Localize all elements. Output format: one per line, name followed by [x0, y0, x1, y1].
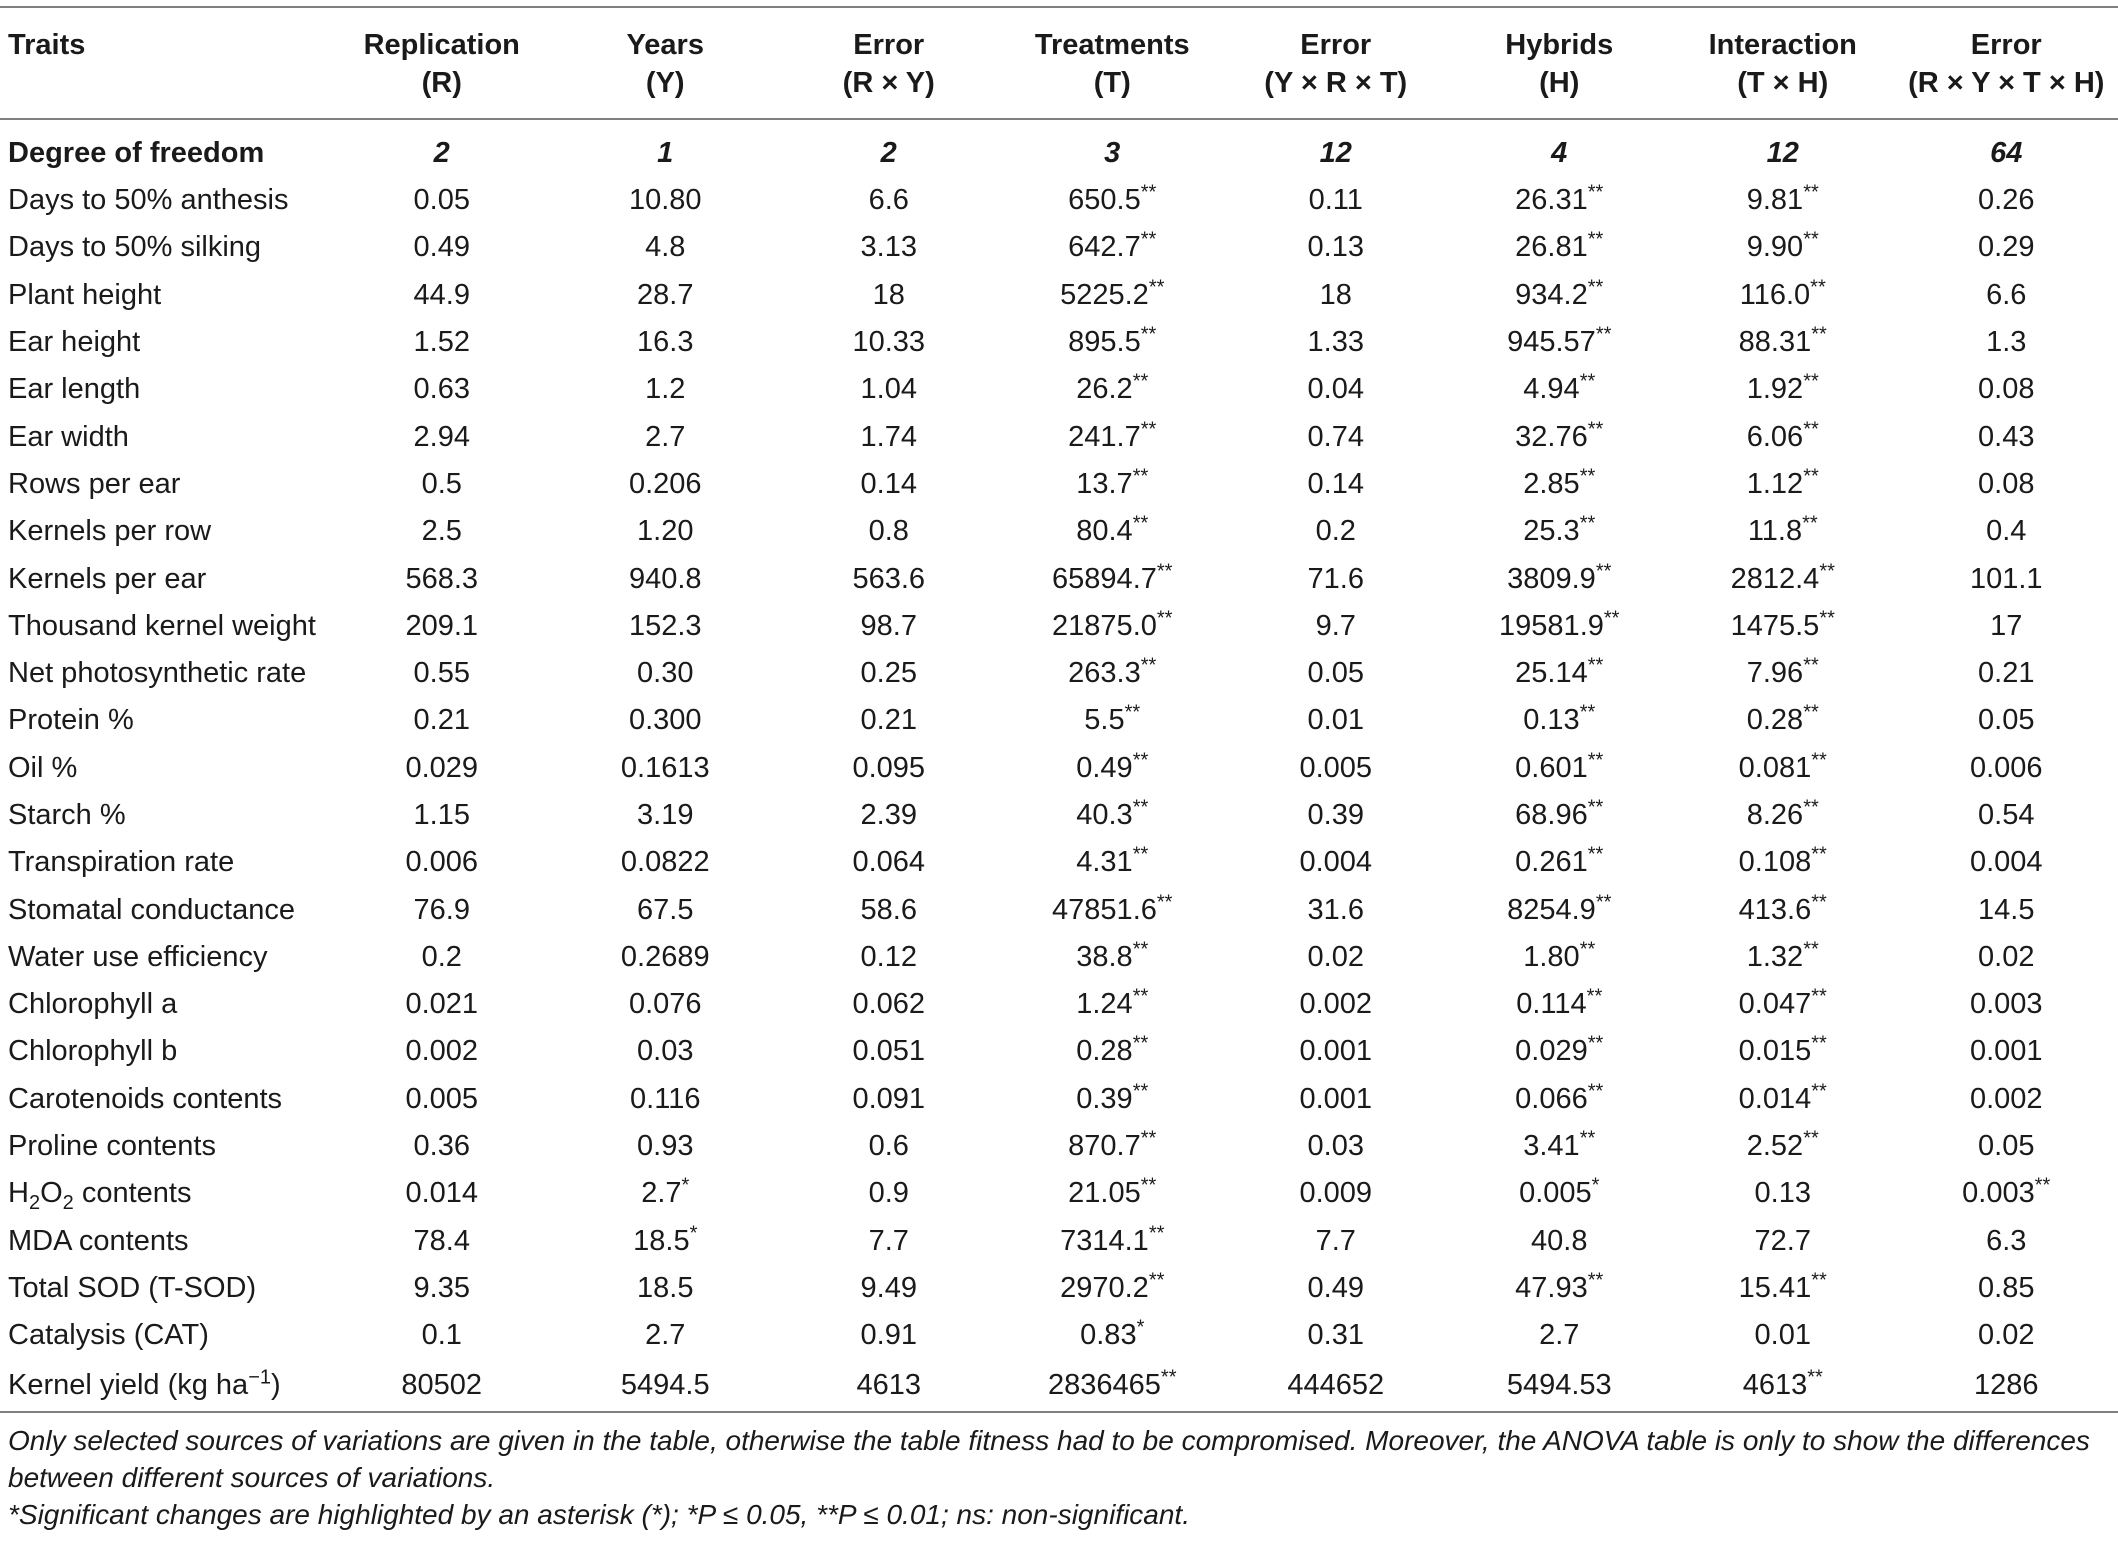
trait-name: Catalysis (CAT): [8, 1319, 209, 1352]
table-cell: 2.7: [645, 1319, 686, 1352]
table-cell: 0.04: [1307, 373, 1364, 406]
table-row: [0, 272, 2118, 319]
table-cell: 2.85**: [1523, 465, 1596, 500]
table-cell: 1.04: [860, 373, 917, 406]
table-cell: 0.83*: [1080, 1316, 1145, 1352]
table-cell: 9.49: [860, 1271, 917, 1304]
header-column: Error (Y × R × T): [1224, 7, 1448, 119]
table-cell: 1.74: [860, 420, 917, 453]
table-row: [0, 1170, 2118, 1217]
table-cell: 16.3: [637, 326, 694, 359]
table-cell: 0.26: [1978, 184, 2035, 217]
table-cell: 0.29: [1978, 231, 2035, 264]
table-cell: 101.1: [1969, 562, 2043, 595]
table-cell: 0.002: [1969, 1082, 2043, 1115]
dof-value: 3: [1104, 137, 1121, 169]
table-cell: 5225.2**: [1060, 276, 1165, 311]
table-cell: 0.13**: [1523, 701, 1596, 737]
table-cell: 40.8: [1531, 1224, 1588, 1257]
table-cell: 0.006: [405, 846, 479, 879]
table-row: [0, 319, 2118, 366]
table-cell: 1.3: [1986, 326, 2027, 359]
table-cell: 2.94: [413, 420, 470, 453]
table-cell: 940.8: [628, 562, 702, 595]
trait-name: Days to 50% silking: [8, 231, 262, 264]
table-cell: 0.051: [852, 1035, 926, 1068]
table-cell: 0.28**: [1076, 1032, 1149, 1068]
trait-name: Total SOD (T-SOD): [8, 1271, 257, 1304]
table-cell: 80.4**: [1076, 512, 1149, 548]
trait-name: Carotenoids contents: [8, 1082, 283, 1115]
trait-name: Chlorophyll b: [8, 1035, 178, 1068]
table-cell: 0.029**: [1515, 1032, 1604, 1068]
table-row: [0, 792, 2118, 839]
table-cell: 0.1613: [620, 751, 710, 784]
table-cell: 0.116: [630, 1082, 701, 1115]
table-row: [0, 745, 2118, 792]
table-cell: 1286: [1895, 1359, 2118, 1412]
table-cell: 209.1: [405, 609, 479, 642]
trait-name: Proline contents: [8, 1130, 216, 1163]
header-column: Years (Y): [554, 7, 778, 119]
table-cell: 0.108**: [1738, 843, 1827, 879]
trait-name: Oil %: [8, 751, 78, 784]
table-cell: 0.39: [1307, 799, 1364, 831]
table-cell: 15.41**: [1738, 1269, 1827, 1304]
trait-name: Kernel yield (kg $ha^{-1}$): [0, 1359, 330, 1412]
table-cell: 0.36: [413, 1130, 470, 1163]
table-cell: 0.11: [1308, 184, 1363, 217]
table-cell: 0.05: [1307, 657, 1364, 690]
header-row: [0, 7, 2118, 119]
table-cell: 0.43: [1978, 420, 2035, 453]
table-cell: 47851.6**: [1052, 890, 1173, 926]
dof-label: Degree of freedom: [8, 137, 265, 169]
table-cell: 1.92**: [1746, 370, 1819, 406]
header-column: Error (R × Y × T × H): [1895, 7, 2118, 119]
table-cell: 18.5: [637, 1271, 694, 1304]
table-body: [0, 119, 2118, 1412]
table-cell: 5.5**: [1084, 701, 1141, 737]
table-cell: 19581.9**: [1499, 607, 1620, 642]
table-cell: 568.3: [405, 562, 479, 595]
table-cell: 9.90**: [1746, 228, 1819, 264]
table-row: [0, 603, 2118, 650]
table-cell: 0.001: [1299, 1082, 1373, 1115]
table-cell: 14.5: [1978, 893, 2035, 926]
trait-name: Ear height: [8, 326, 141, 359]
trait-name: $H_2O_2$ contents: [8, 1177, 192, 1215]
table-cell: 25.14**: [1515, 654, 1604, 690]
table-cell: 18: [872, 278, 905, 311]
table-cell: 2.52**: [1746, 1127, 1819, 1163]
table-row: [0, 1218, 2118, 1265]
table-cell: 0.49: [1307, 1271, 1364, 1304]
table-cell: 870.7**: [1068, 1127, 1157, 1163]
table-cell: 25.3**: [1523, 512, 1596, 548]
table-cell: 0.014**: [1738, 1080, 1827, 1115]
table-cell: 9.7: [1315, 609, 1356, 642]
table-cell: 0.21: [1978, 657, 2035, 690]
table-cell: 72.7: [1754, 1224, 1811, 1257]
table-cell: 5494.53: [1448, 1359, 1672, 1412]
table-cell: 0.39**: [1076, 1080, 1149, 1115]
trait-name: Kernels per row: [8, 515, 212, 548]
table-cell: 47.93**: [1515, 1269, 1604, 1304]
table-cell: 0.003**: [1962, 1174, 2051, 1210]
table-cell: 9.35: [413, 1271, 470, 1304]
table-cell: 1.24**: [1076, 985, 1149, 1021]
table-cell: 895.5**: [1068, 323, 1157, 359]
table-cell: 0.13: [1307, 231, 1364, 264]
table-cell: 10.80: [628, 184, 702, 217]
table-cell: 0.31: [1307, 1319, 1364, 1352]
table-cell: 78.4: [413, 1224, 470, 1257]
table-cell: 9.81**: [1746, 181, 1819, 217]
trait-name: Ear width: [8, 420, 129, 453]
table-cell: 0.091: [852, 1082, 926, 1115]
table-cell: 0.601**: [1515, 749, 1604, 784]
table-cell: 413.6**: [1738, 890, 1827, 926]
trait-name: Rows per ear: [8, 467, 181, 500]
table-cell: 263.3**: [1068, 654, 1157, 690]
table-cell: 2.7*: [641, 1174, 690, 1210]
table-cell: 0.064: [852, 846, 926, 879]
table-cell: 5494.5: [554, 1359, 778, 1412]
table-cell: 0.49**: [1076, 749, 1149, 784]
table-cell: 0.12: [860, 940, 917, 973]
table-cell: 0.005: [1299, 751, 1373, 784]
table-cell: 13.7**: [1076, 465, 1149, 500]
table-cell: 2970.2**: [1060, 1269, 1165, 1304]
table-cell: 0.14: [860, 467, 917, 500]
table-cell: 1.32**: [1746, 938, 1819, 973]
table-cell: 6.06**: [1746, 417, 1819, 453]
table-cell: 0.015**: [1738, 1032, 1827, 1068]
table-cell: 26.2**: [1076, 370, 1149, 406]
table-cell: 3.41**: [1523, 1127, 1596, 1163]
table-cell: 18: [1319, 278, 1352, 311]
trait-name: Transpiration rate: [8, 846, 235, 879]
table-cell: 4613**: [1671, 1359, 1895, 1412]
table-cell: 7.96**: [1746, 654, 1819, 690]
table-cell: 0.02: [1978, 1319, 2035, 1352]
table-cell: 563.6: [852, 562, 926, 595]
table-cell: 0.05: [1978, 1130, 2035, 1163]
table-cell: 0.066**: [1515, 1080, 1604, 1115]
table-cell: 0.004: [1299, 846, 1373, 879]
table-cell: 0.005*: [1519, 1174, 1600, 1210]
table-cell: 3.19: [637, 799, 694, 831]
table-cell: 2.39: [860, 799, 917, 831]
table-cell: 0.74: [1307, 420, 1364, 453]
table-row: [0, 224, 2118, 271]
table-row: [0, 413, 2118, 460]
table-cell: 0.8: [868, 515, 909, 548]
header-column: Hybrids (H): [1448, 7, 1672, 119]
table-row: [0, 981, 2118, 1028]
table-cell: 0.08: [1978, 373, 2035, 406]
table-cell: 0.114**: [1516, 985, 1603, 1021]
header-traits: Traits: [0, 7, 330, 119]
table-cell: 934.2**: [1515, 276, 1604, 311]
table-row: [0, 886, 2118, 933]
table-cell: 0.0822: [620, 846, 710, 879]
table-cell: 28.7: [637, 278, 694, 311]
table-row: [0, 697, 2118, 744]
trait-name: Ear length: [8, 373, 141, 406]
trait-name: Water use efficiency: [8, 940, 268, 973]
table-cell: 642.7**: [1068, 228, 1157, 264]
table-cell: 6.3: [1986, 1224, 2027, 1257]
table-row: [0, 1265, 2118, 1312]
table-cell: 1.52: [413, 326, 470, 359]
table-cell: 1.2: [645, 373, 686, 406]
table-row: [0, 555, 2118, 602]
table-cell: 0.004: [1969, 846, 2043, 879]
table-cell: 4.31**: [1076, 843, 1149, 879]
table-cell: 0.261**: [1515, 843, 1604, 879]
table-cell: 7314.1**: [1060, 1222, 1165, 1257]
table-cell: 98.7: [860, 609, 917, 642]
trait-name: Chlorophyll a: [8, 988, 178, 1021]
table-row: [0, 177, 2118, 224]
header-column: Replication (R): [330, 7, 554, 119]
trait-name: Net photosynthetic rate: [8, 657, 307, 690]
table-cell: 40.3**: [1076, 796, 1149, 831]
table-cell: 0.05: [1978, 704, 2035, 737]
table-cell: 0.005: [405, 1082, 479, 1115]
footnote: Only selected sources of variations are given in the table, otherwise the table fitness had to be compromised. Moreover, the ANOVA table is only to show the differences between different sources of variations.: [8, 1425, 2090, 1493]
table-cell: 0.009: [1299, 1177, 1373, 1210]
table-cell: 0.14: [1307, 467, 1364, 500]
table-cell: 58.6: [860, 893, 917, 926]
table-cell: 0.02: [1978, 940, 2035, 973]
footnote: *Significant changes are highlighted by an asterisk (*); *P ≤ 0.05, **P ≤ 0.01; ns: non-significant.: [8, 1499, 1190, 1530]
table-cell: 0.01: [1754, 1319, 1811, 1352]
table-cell: 2836465**: [1001, 1359, 1225, 1412]
table-cell: 0.206: [628, 467, 702, 500]
table-cell: 1475.5**: [1730, 607, 1835, 642]
dof-value: 2: [433, 137, 450, 169]
table-cell: 0.001: [1969, 1035, 2043, 1068]
table-row: [0, 461, 2118, 508]
table-cell: 6.6: [868, 184, 909, 217]
table-cell: 0.062: [852, 988, 926, 1021]
table-cell: 0.002: [405, 1035, 479, 1068]
table-cell: 0.01: [1307, 704, 1364, 737]
table-cell: 444652: [1224, 1359, 1448, 1412]
table-cell: 8.26**: [1746, 796, 1819, 831]
table-cell: 0.21: [413, 704, 470, 737]
table-cell: 241.7**: [1068, 417, 1157, 453]
table-cell: 4.94**: [1523, 370, 1596, 406]
table-cell: 11.8**: [1747, 512, 1818, 548]
table-cell: 0.047**: [1738, 985, 1827, 1021]
table-cell: 0.4: [1986, 515, 2027, 548]
table-cell: 21.05**: [1068, 1174, 1157, 1210]
table-cell: 0.076: [628, 988, 702, 1021]
anova-table-container: [0, 6, 2118, 1413]
table-cell: 0.08: [1978, 467, 2035, 500]
table-row: [0, 934, 2118, 981]
table-cell: 6.6: [1986, 278, 2027, 311]
table-cell: 0.85: [1978, 1271, 2035, 1304]
table-cell: 8254.9**: [1507, 890, 1612, 926]
trait-name: Starch %: [8, 799, 126, 831]
table-cell: 1.20: [637, 515, 694, 548]
table-cell: 0.03: [637, 1035, 694, 1068]
table-row: [0, 1028, 2118, 1075]
dof-value: 12: [1319, 137, 1352, 169]
anova-table: [0, 6, 2118, 1413]
trait-name: Plant height: [8, 278, 162, 311]
table-cell: 0.54: [1978, 799, 2035, 831]
table-cell: 10.33: [852, 326, 926, 359]
table-cell: 65894.7**: [1052, 559, 1173, 595]
table-cell: 0.63: [413, 373, 470, 406]
table-cell: 0.002: [1299, 988, 1373, 1021]
table-row: [0, 366, 2118, 413]
table-footnotes: [8, 1422, 2108, 1533]
table-row: [0, 1123, 2118, 1170]
table-cell: 0.91: [860, 1319, 917, 1352]
table-cell: 2.7: [645, 420, 686, 453]
table-cell: 0.2689: [620, 940, 710, 973]
table-cell: 68.96**: [1515, 796, 1604, 831]
table-cell: 0.029: [405, 751, 479, 784]
table-cell: 32.76**: [1515, 417, 1604, 453]
table-cell: 152.3: [628, 609, 702, 642]
header-column: Error (R × Y): [777, 7, 1001, 119]
table-cell: 18.5*: [633, 1222, 698, 1257]
table-cell: 0.1: [421, 1319, 462, 1352]
table-cell: 1.33: [1307, 326, 1364, 359]
table-cell: 0.02: [1307, 940, 1364, 973]
trait-name: Kernels per ear: [8, 562, 207, 595]
table-cell: 0.081**: [1738, 749, 1827, 784]
dof-value: 12: [1766, 137, 1799, 169]
table-row: [0, 1359, 2118, 1412]
table-cell: 88.31**: [1738, 323, 1827, 359]
table-cell: 3809.9**: [1507, 559, 1612, 595]
table-cell: 1.80**: [1523, 938, 1596, 973]
table-cell: 1.15: [413, 799, 470, 831]
table-cell: 0.03: [1307, 1130, 1364, 1163]
table-cell: 0.21: [860, 704, 917, 737]
table-cell: 116.0**: [1739, 276, 1826, 311]
header-column: Treatments (T): [1001, 7, 1225, 119]
table-cell: 0.2: [1315, 515, 1356, 548]
table-cell: 7.7: [1315, 1224, 1356, 1257]
table-cell: 0.55: [413, 657, 470, 690]
table-row: [0, 1312, 2118, 1359]
table-cell: 21875.0**: [1052, 607, 1173, 642]
trait-name: Protein %: [8, 704, 134, 737]
table-cell: 0.93: [637, 1130, 694, 1163]
table-cell: 0.014: [405, 1177, 479, 1210]
trait-name: Days to 50% anthesis: [8, 184, 289, 217]
table-row: [0, 508, 2118, 555]
table-cell: 0.2: [421, 940, 462, 973]
table-cell: 76.9: [413, 893, 470, 926]
trait-name: MDA contents: [8, 1224, 189, 1257]
table-cell: 71.6: [1307, 562, 1364, 595]
table-cell: 7.7: [868, 1224, 909, 1257]
dof-value: 64: [1990, 137, 2023, 169]
trait-name: Stomatal conductance: [8, 893, 295, 926]
table-cell: 67.5: [637, 893, 694, 926]
table-cell: 0.6: [868, 1130, 909, 1163]
table-cell: 2.7: [1539, 1319, 1580, 1352]
dof-value: 1: [657, 137, 674, 169]
table-cell: 0.5: [421, 467, 462, 500]
table-cell: 31.6: [1307, 893, 1364, 926]
table-cell: 2.5: [421, 515, 462, 548]
table-cell: 0.13: [1754, 1177, 1811, 1210]
table-cell: 2812.4**: [1730, 559, 1835, 595]
table-cell: 945.57**: [1507, 323, 1612, 359]
table-cell: 0.30: [637, 657, 694, 690]
table-cell: 0.28**: [1746, 701, 1819, 737]
degree-of-freedom-row: [0, 119, 2118, 177]
table-cell: 0.003: [1969, 988, 2043, 1021]
table-cell: 80502: [330, 1359, 554, 1412]
table-cell: 26.31**: [1515, 181, 1604, 217]
table-cell: 44.9: [413, 278, 470, 311]
table-row: [0, 1076, 2118, 1123]
table-cell: 38.8**: [1076, 938, 1149, 973]
table-cell: 0.9: [868, 1177, 909, 1210]
table-row: [0, 839, 2118, 886]
table-cell: 0.021: [405, 988, 479, 1021]
table-cell: 1.12**: [1746, 465, 1819, 500]
table-cell: 0.006: [1969, 751, 2043, 784]
table-row: [0, 650, 2118, 697]
table-cell: 0.25: [860, 657, 917, 690]
table-cell: 0.095: [852, 751, 926, 784]
table-cell: 4.8: [645, 231, 686, 264]
table-cell: 0.001: [1299, 1035, 1373, 1068]
table-cell: 26.81**: [1515, 228, 1604, 264]
table-cell: 17: [1990, 609, 2023, 642]
table-cell: 0.05: [413, 184, 470, 217]
dof-value: 2: [880, 137, 897, 169]
dof-value: 4: [1551, 137, 1568, 169]
table-cell: 650.5**: [1068, 181, 1157, 217]
trait-name: Thousand kernel weight: [8, 609, 316, 642]
header-column: Interaction (T × H): [1671, 7, 1895, 119]
table-cell: 0.300: [628, 704, 702, 737]
table-cell: 3.13: [860, 231, 917, 264]
table-cell: 4613: [777, 1359, 1001, 1412]
table-cell: 0.49: [413, 231, 470, 264]
